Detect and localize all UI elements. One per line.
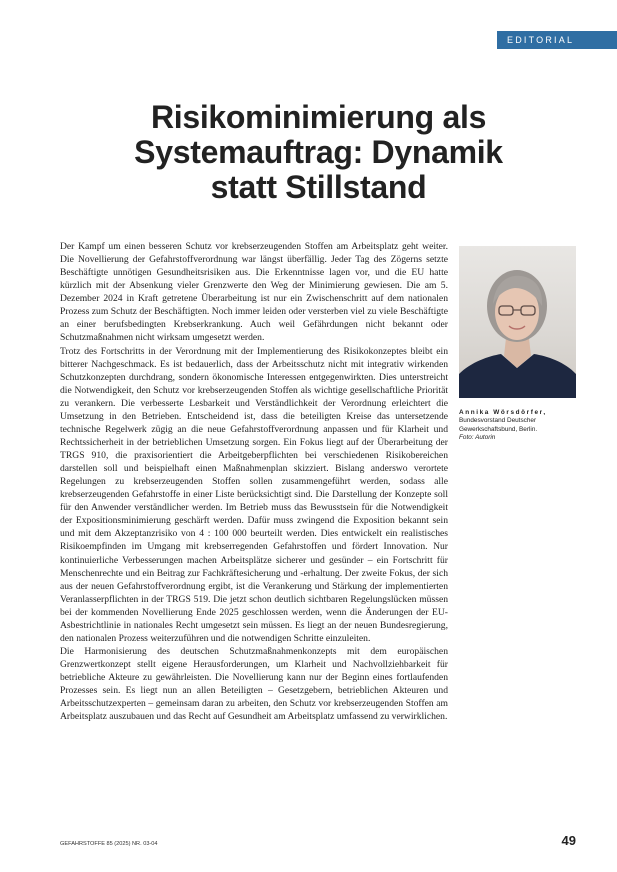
page-number: 49	[561, 833, 576, 848]
author-portrait-illustration	[459, 246, 576, 398]
paragraph-3: Die Harmonisierung des deutschen Schutzmaßnahmenkonzepts mit dem europäischen Grenzwertkonzept stellt eigene Herausforderungen, um Klarheit und Nachvollziehbarkeit für betriebliche Akteure zu gewährleisten. Die Novellierung kann nur der Beginn eines fortlaufenden Prozesses sein. Es liegt nun an allen Beteiligten – Gesetzgebern, betrieblichen Akteuren und Arbeitsschutzexperten – gemeinsam daran zu arbeiten, den Schutz vor krebserzeugenden Stoffen am Arbeitsplatz auszubauen und das Recht auf Gesundheit am Arbeitsplatz umfassend zu verwirklichen.	[60, 645, 448, 723]
journal-citation: GEFAHRSTOFFE 85 (2025) NR. 03-04	[60, 841, 158, 847]
section-badge: EDITORIAL	[497, 31, 617, 49]
article-title	[60, 100, 577, 205]
author-name: Annika Wörsdörfer,	[459, 409, 547, 416]
title-line-2: Systemauftrag: Dynamik	[134, 134, 503, 170]
photo-caption	[459, 409, 589, 443]
paragraph-1: Der Kampf um einen besseren Schutz vor krebserzeugenden Stoffen am Arbeitsplatz geht weiter. Die Novellierung der Gefahrstoffverordnung war längst überfällig. Jeder Tag des Zögerns setzte Beschäftigte unnötigen Gesundheitsrisiken aus. Die Erkenntnisse lagen vor, und die EU hatte kürzlich mit der Absenkung vieler Grenzwerte den Weg der Minimierung gewiesen. Die am 5. Dezember 2024 in Kraft getretene Überarbeitung ist nur ein Zwischenschritt auf dem nationalen Prozess zum Schutz der Beschäftigten. Noch immer leiden oder versterben viel zu viele Beschäftigte an einer berufsbedingten Krebserkrankung. Auch weil Gefährdungen nicht bekannt oder Schutzmaßnahmen nicht wirksam umgesetzt werden.	[60, 241, 448, 344]
title-line-1: Risikominimierung als	[150, 99, 487, 135]
author-role: Bundesvorstand Deutscher Gewerkschaftsbund, Berlin.	[459, 417, 538, 433]
paragraph-2: Trotz des Fortschritts in der Verordnung mit der Implementierung des Risikokonzeptes bleibt ein bitterer Nachgeschmack. Es ist bedauerlich, dass der Arbeitsschutz nicht mit integrativ wirkenden Schutzkonzepten durchdrang, sondern ökonomische Interessen entgegenwirkten. Dies unterstreicht die Notwendigkeit, den Schutz vor krebserzeugenden Stoffen als wichtige gesellschaftliche Priorität zu verankern. Die verbesserte Lesbarkeit und Verständlichkeit der Verordnung erleichtert die Umsetzung in den Betrieben. Entscheidend ist, dass die beteiligten Kreise das untersetzende technische Regelwerk zügig an die neue Gefahrstoffverordnung anpassen und für Klarheit und Rechtssicherheit in der betrieblichen Umsetzung sorgen. Ein Fokus liegt auf der Überarbeitung der TRGS 910, die praxisorientiert die Arbeitgeberpflichten bei verschiedenen Risikobereichen darstellen soll und beispielhaft einen Maßnahmenplan skizziert. Bislang anderswo verortete Regelungen zu krebserzeugenden Stoffen sollen zusammengeführt werden, sodass alle krebserzeugenden Gefahrstoffe in einer Liste berücksichtigt sind. Die Darstellung der Konzepte soll für den Anwender verständlicher werden. Im Betrieb muss das Bewusstsein für die Notwendigkeit der Expositionsminimierung geschärft werden. Dafür muss zwingend die Exposition bekannt sein und mit dem Akzeptanzrisiko von 4 : 100 000 beurteilt werden. Dies entwickelt ein realistisches Risikoempfinden im Umgang mit krebserregenden Gefahrstoffen und fördert Innovation. Nur kontinuierliche Verbesserungen machen Arbeitsplätze sicherer und gesünder – ein Fortschritt für Menschenrechte und ein Beitrag zur Fachkräftesicherung und -erhaltung. Der zweite Fokus, der sich aus der neuen Gefahrstoffverordnung ergibt, ist die Verankerung und Stärkung der implementierten Veranlasserpflichten in der TRGS 519. Die jetzt schon deutlich sichtbaren Regelungslücken müssen bei der kommenden Novellierung Ende 2025 geschlossen werden, wenn die Änderungen der EU-Asbestrichtlinie in nationales Recht umgesetzt sein müssen. Es liegt an der neuen Bundesregierung, den nationalen Prozess weiterzuführen und die notwendigen Schritte einzuleiten.	[60, 345, 448, 644]
photo-credit: Foto: Autorin	[459, 434, 496, 442]
article-body	[60, 240, 448, 723]
author-photo	[459, 246, 576, 398]
title-line-3: statt Stillstand	[210, 169, 427, 205]
